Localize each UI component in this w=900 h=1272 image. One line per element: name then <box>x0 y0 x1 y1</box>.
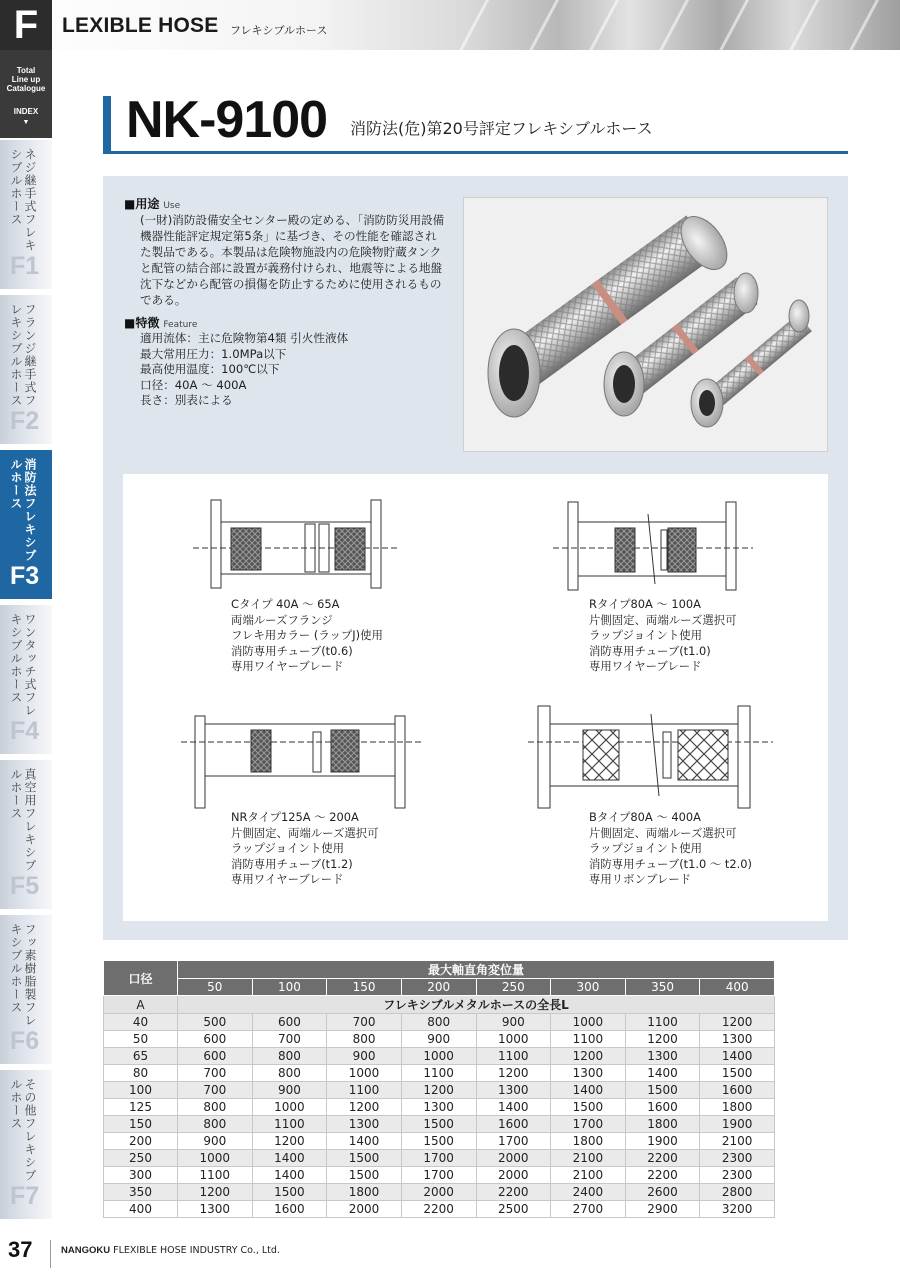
length-cell: 1500 <box>327 1167 402 1184</box>
table-row <box>104 1031 775 1048</box>
hose-photo-illustration <box>464 198 828 452</box>
table-row <box>104 1116 775 1133</box>
length-table <box>103 960 775 1218</box>
feature-list <box>140 331 348 409</box>
sidebar-tab-label: その他フレキシブルホース <box>9 1078 37 1182</box>
table-row <box>104 1099 775 1116</box>
feature-item: 最高使用温度：100℃以下 <box>140 362 280 376</box>
sidebar-tab-label: フランジ継手式フレキシブルホース <box>9 303 37 407</box>
length-cell: 1500 <box>700 1065 775 1082</box>
length-cell: 1500 <box>401 1116 476 1133</box>
company-name <box>61 1245 280 1256</box>
length-cell: 2200 <box>401 1201 476 1218</box>
length-cell: 2000 <box>327 1201 402 1218</box>
length-cell: 1500 <box>625 1082 700 1099</box>
diameter-cell: 50 <box>104 1031 178 1048</box>
title-accent-bar <box>103 96 111 154</box>
length-cell: 1900 <box>625 1133 700 1150</box>
length-cell: 1400 <box>551 1082 626 1099</box>
length-cell: 700 <box>327 1014 402 1031</box>
caption-line: ラップジョイント使用 <box>231 841 344 855</box>
displacement-group-header: 最大軸直角変位量 <box>178 961 775 979</box>
diameter-cell: 80 <box>104 1065 178 1082</box>
header-title: LEXIBLE HOSE <box>62 14 219 37</box>
length-cell: 1200 <box>327 1099 402 1116</box>
diagram-caption-b-type <box>589 810 752 888</box>
length-cell: 2900 <box>625 1201 700 1218</box>
table-row <box>104 1150 775 1167</box>
length-cell: 1100 <box>401 1065 476 1082</box>
length-cell: 2100 <box>551 1167 626 1184</box>
diagram-caption-c-type <box>231 597 383 675</box>
catalogue-line: Total <box>16 66 36 75</box>
triangle-down-icon: ▼ <box>22 119 30 126</box>
length-cell: 1400 <box>252 1167 327 1184</box>
sidebar-tab-code: F5 <box>10 872 40 900</box>
table-row <box>104 1048 775 1065</box>
displacement-header-cell: 250 <box>476 979 551 996</box>
product-photo <box>463 197 828 452</box>
feature-item: 適用流体：主に危険物第4類 引火性液体 <box>140 331 349 345</box>
feature-heading-ja: ■特徴 <box>124 316 160 330</box>
caption-line: 片側固定、両端ルーズ選択可 <box>589 825 737 840</box>
length-cell: 2300 <box>700 1150 775 1167</box>
length-cell: 1100 <box>178 1167 253 1184</box>
caption-line: Rタイプ80A ～ 100A <box>589 597 701 611</box>
hose-type-diagrams <box>123 474 828 921</box>
length-cell: 1600 <box>625 1099 700 1116</box>
use-heading-ja: ■用途 <box>124 197 160 211</box>
unit-row <box>104 996 775 1014</box>
header-texture <box>430 0 900 50</box>
sidebar-tab-f1[interactable] <box>0 140 52 292</box>
sidebar-tab-f2[interactable] <box>0 295 52 447</box>
displacement-header-cell: 150 <box>327 979 402 996</box>
feature-heading-en: Feature <box>163 320 198 330</box>
sidebar-tab-f5[interactable] <box>0 760 52 912</box>
length-cell: 2800 <box>700 1184 775 1201</box>
length-header: フレキシブルメタルホースの全長L <box>178 996 775 1014</box>
diameter-cell: 65 <box>104 1048 178 1065</box>
sidebar-tab-code: F2 <box>10 407 40 435</box>
length-cell: 3200 <box>700 1201 775 1218</box>
caption-line: 消防専用チューブ(t0.6) <box>231 643 353 658</box>
length-cell: 1500 <box>401 1133 476 1150</box>
diameter-header: 口径 <box>104 961 178 996</box>
sidebar-tab-f4[interactable] <box>0 605 52 757</box>
length-cell: 1700 <box>401 1150 476 1167</box>
length-cell: 1300 <box>551 1065 626 1082</box>
length-cell: 1400 <box>625 1065 700 1082</box>
length-cell: 1100 <box>625 1014 700 1031</box>
use-heading <box>124 195 180 212</box>
length-cell: 1700 <box>476 1133 551 1150</box>
length-cell: 1000 <box>476 1031 551 1048</box>
sidebar-tab-label: 真空用フレキシブルホース <box>9 768 37 872</box>
diameter-cell: 125 <box>104 1099 178 1116</box>
length-cell: 1700 <box>401 1167 476 1184</box>
length-cell: 2400 <box>551 1184 626 1201</box>
diameter-cell: 200 <box>104 1133 178 1150</box>
sidebar-tab-code: F7 <box>10 1182 40 1210</box>
title-underline <box>111 151 848 154</box>
feature-item: 最大常用圧力：1.0MPa以下 <box>140 346 287 361</box>
length-cell: 1300 <box>327 1116 402 1133</box>
length-cell: 900 <box>476 1014 551 1031</box>
diameter-cell: 100 <box>104 1082 178 1099</box>
displacement-header-cell: 400 <box>700 979 775 996</box>
length-cell: 1600 <box>476 1116 551 1133</box>
caption-line: 消防専用チューブ(t1.2) <box>231 856 353 871</box>
length-cell: 2100 <box>551 1150 626 1167</box>
length-cell: 1200 <box>625 1031 700 1048</box>
caption-line: 消防専用チューブ(t1.0 ～ t2.0) <box>589 856 752 871</box>
length-cell: 2000 <box>476 1167 551 1184</box>
caption-line: Cタイプ 40A ～ 65A <box>231 597 340 611</box>
length-cell: 1900 <box>700 1116 775 1133</box>
diameter-cell: 400 <box>104 1201 178 1218</box>
index-label: INDEX <box>13 107 39 116</box>
length-cell: 800 <box>252 1065 327 1082</box>
sidebar-tab-label: フッ素樹脂製フレキシブルホース <box>9 923 37 1027</box>
length-cell: 1600 <box>700 1082 775 1099</box>
length-cell: 1100 <box>476 1048 551 1065</box>
catalogue-line: Line up <box>11 75 41 84</box>
company-name-rest: FLEXIBLE HOSE INDUSTRY Co., Ltd. <box>113 1245 280 1256</box>
unit-cell: A <box>104 996 178 1014</box>
sidebar-tab-code: F3 <box>10 562 40 590</box>
length-cell: 1000 <box>178 1150 253 1167</box>
length-cell: 2100 <box>700 1133 775 1150</box>
caption-line: ラップジョイント使用 <box>589 841 702 855</box>
use-description: (一財)消防設備安全センター殿の定める、「消防防災用設備機器性能評定規定第5条」に基づき、その性能を確認された製品である。本製品は危険物施設内の危険物貯蔵タンクと配管の結合部に設置が義務付けられ、地震等による地盤沈下などから配管の損傷を防止するために使用されるものである。 <box>140 213 445 307</box>
caption-line: フレキ用カラー (ラップJ)使用 <box>231 628 383 642</box>
length-cell: 2200 <box>625 1150 700 1167</box>
length-cell: 1200 <box>178 1184 253 1201</box>
caption-line: 専用ワイヤーブレード <box>231 872 344 886</box>
length-cell: 1300 <box>625 1048 700 1065</box>
length-cell: 1600 <box>252 1201 327 1218</box>
header-subtitle: フレキシブルホース <box>230 24 328 37</box>
length-cell: 1400 <box>700 1048 775 1065</box>
length-cell: 1400 <box>252 1150 327 1167</box>
diameter-cell: 350 <box>104 1184 178 1201</box>
model-description: 消防法(危)第20号評定フレキシブルホース <box>350 119 653 138</box>
section-letter: F <box>0 0 52 50</box>
length-cell: 800 <box>178 1116 253 1133</box>
table-row <box>104 1167 775 1184</box>
caption-line: NRタイプ125A ～ 200A <box>231 810 359 824</box>
length-table-grid <box>103 960 775 1218</box>
catalogue-line: Catalogue <box>6 84 46 93</box>
sidebar-tab-label: 消防法フレキシブルホース <box>9 458 37 562</box>
caption-line: 専用ワイヤーブレード <box>589 659 702 673</box>
length-cell: 2700 <box>551 1201 626 1218</box>
sidebar-tab-f3[interactable] <box>0 450 52 602</box>
length-cell: 700 <box>178 1065 253 1082</box>
length-cell: 500 <box>178 1014 253 1031</box>
length-cell: 1100 <box>327 1082 402 1099</box>
diameter-cell: 250 <box>104 1150 178 1167</box>
length-cell: 1500 <box>252 1184 327 1201</box>
length-cell: 1400 <box>327 1133 402 1150</box>
table-row <box>104 1065 775 1082</box>
use-heading-en: Use <box>163 201 181 211</box>
sidebar-tab-code: F1 <box>10 252 40 280</box>
length-cell: 1800 <box>700 1099 775 1116</box>
length-cell: 900 <box>401 1031 476 1048</box>
length-cell: 1700 <box>551 1116 626 1133</box>
length-cell: 1000 <box>252 1099 327 1116</box>
length-cell: 1300 <box>476 1082 551 1099</box>
length-cell: 1300 <box>178 1201 253 1218</box>
length-cell: 1000 <box>551 1014 626 1031</box>
length-cell: 1100 <box>252 1116 327 1133</box>
sidebar <box>0 50 52 1240</box>
footer-divider <box>50 1240 51 1268</box>
sidebar-tab-code: F6 <box>10 1027 40 1055</box>
length-cell: 1100 <box>551 1031 626 1048</box>
length-cell: 1400 <box>476 1099 551 1116</box>
length-cell: 800 <box>401 1014 476 1031</box>
length-cell: 2000 <box>476 1150 551 1167</box>
length-cell: 2600 <box>625 1184 700 1201</box>
length-cell: 2200 <box>625 1167 700 1184</box>
length-cell: 900 <box>327 1048 402 1065</box>
length-cell: 1500 <box>327 1150 402 1167</box>
feature-heading <box>124 314 197 331</box>
table-row <box>104 1082 775 1099</box>
length-cell: 1500 <box>551 1099 626 1116</box>
diagram-caption-r-type <box>589 597 737 675</box>
length-cell: 1000 <box>401 1048 476 1065</box>
displacement-header-cell: 350 <box>625 979 700 996</box>
displacement-header-cell: 300 <box>551 979 626 996</box>
feature-item: 長さ：別表による <box>140 393 233 407</box>
sidebar-tab-label: ネジ継手式フレキシブルホース <box>9 148 37 252</box>
length-cell: 1300 <box>700 1031 775 1048</box>
length-cell: 900 <box>178 1133 253 1150</box>
caption-line: ラップジョイント使用 <box>589 628 702 642</box>
length-cell: 1200 <box>252 1133 327 1150</box>
sidebar-tab-code: F4 <box>10 717 40 745</box>
caption-line: 専用ワイヤーブレード <box>231 659 344 673</box>
length-cell: 1200 <box>700 1014 775 1031</box>
length-cell: 600 <box>252 1014 327 1031</box>
sidebar-tab-f6[interactable] <box>0 915 52 1067</box>
length-cell: 2300 <box>700 1167 775 1184</box>
length-cell: 2500 <box>476 1201 551 1218</box>
displacement-header-cell: 50 <box>178 979 253 996</box>
caption-line: 専用リボンブレード <box>589 872 692 886</box>
caption-line: Bタイプ80A ～ 400A <box>589 810 701 824</box>
length-cell: 900 <box>252 1082 327 1099</box>
length-cell: 800 <box>252 1048 327 1065</box>
length-cell: 800 <box>178 1099 253 1116</box>
company-name-bold: NANGOKU <box>61 1245 111 1256</box>
length-cell: 1200 <box>476 1065 551 1082</box>
length-cell: 1200 <box>551 1048 626 1065</box>
diagram-caption-nr-type <box>231 810 379 888</box>
length-cell: 1800 <box>551 1133 626 1150</box>
sidebar-tab-label: ワンタッチ式フレキシブルホース <box>9 613 37 717</box>
length-cell: 2200 <box>476 1184 551 1201</box>
displacement-header-row <box>104 979 775 996</box>
length-cell: 1000 <box>327 1065 402 1082</box>
page-number: 37 <box>8 1237 33 1262</box>
length-cell: 800 <box>327 1031 402 1048</box>
length-cell: 1200 <box>401 1082 476 1099</box>
table-row <box>104 1184 775 1201</box>
length-cell: 600 <box>178 1031 253 1048</box>
table-row <box>104 1133 775 1150</box>
model-name: NK-9100 <box>126 91 328 149</box>
caption-line: 消防専用チューブ(t1.0) <box>589 643 711 658</box>
table-row <box>104 1201 775 1218</box>
length-cell: 600 <box>178 1048 253 1065</box>
caption-line: 両端ルーズフランジ <box>231 612 333 627</box>
catalogue-index-link[interactable] <box>0 50 52 138</box>
length-cell: 2000 <box>401 1184 476 1201</box>
displacement-header-cell: 100 <box>252 979 327 996</box>
caption-line: 片側固定、両端ルーズ選択可 <box>231 825 379 840</box>
sidebar-tab-f7[interactable] <box>0 1070 52 1222</box>
diameter-cell: 150 <box>104 1116 178 1133</box>
length-cell: 700 <box>252 1031 327 1048</box>
length-cell: 700 <box>178 1082 253 1099</box>
length-cell: 1800 <box>327 1184 402 1201</box>
caption-line: 片側固定、両端ルーズ選択可 <box>589 612 737 627</box>
table-row <box>104 1014 775 1031</box>
diameter-cell: 40 <box>104 1014 178 1031</box>
displacement-header-cell: 200 <box>401 979 476 996</box>
length-cell: 1800 <box>625 1116 700 1133</box>
length-cell: 1300 <box>401 1099 476 1116</box>
feature-item: 口径：40A ～ 400A <box>140 377 247 392</box>
diameter-cell: 300 <box>104 1167 178 1184</box>
